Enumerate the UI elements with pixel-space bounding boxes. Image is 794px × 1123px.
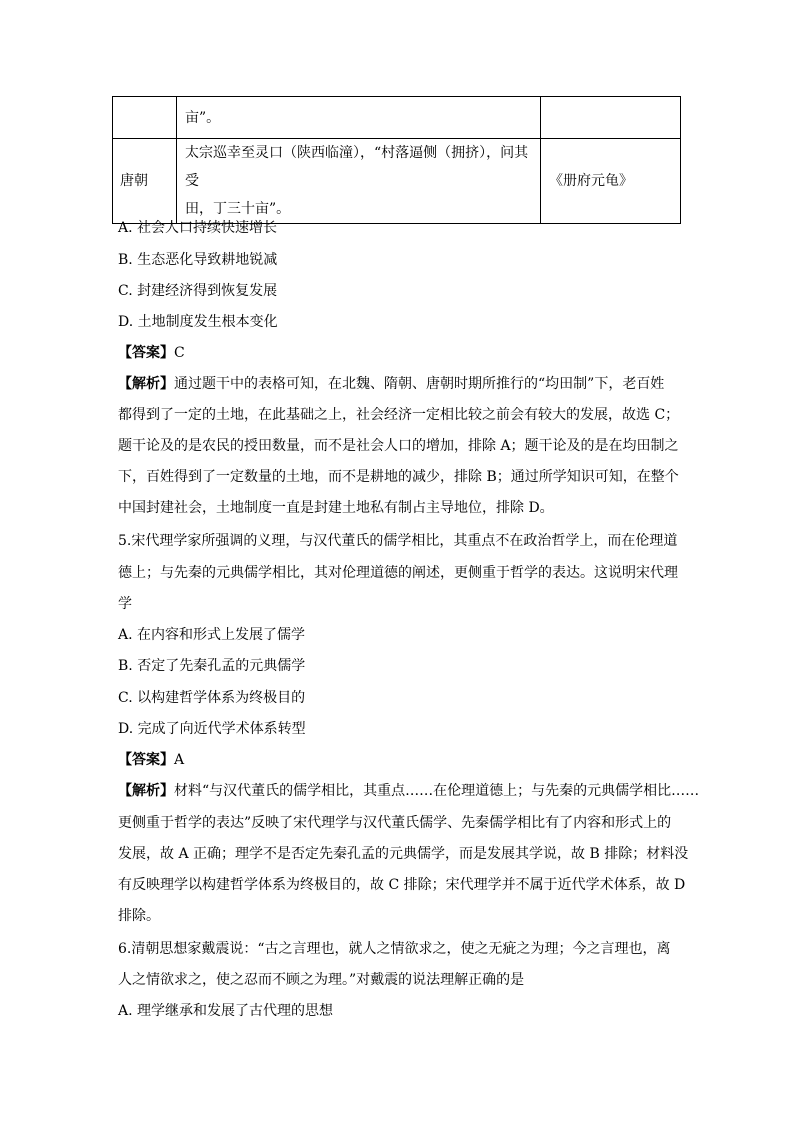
analysis-label: 【解析】: [118, 783, 174, 799]
q5-stem-line-3: 学: [118, 596, 132, 612]
q4-option-a: A. 社会人口持续快速增长: [118, 220, 278, 236]
table-row: [113, 139, 681, 224]
analysis-label: 【解析】: [118, 376, 174, 392]
q5-option-c: C. 以构建哲学体系为终极目的: [118, 690, 306, 706]
q4-analysis-line-4: 下，百姓得到了一定数量的土地，而不是耕地的减少，排除 B；通过所学知识可知，在整个: [118, 469, 679, 485]
q4-analysis-line-3: 题干论及的是农民的授田数量，而不是社会人口的增加，排除 A；题干论及的是在均田制之: [118, 438, 679, 454]
q5-option-a: A. 在内容和形式上发展了儒学: [118, 627, 306, 643]
answer-label: 【答案】: [118, 752, 174, 768]
content-line: 太宗巡幸至灵口（陕西临潼），“村落逼侧（拥挤），问其受: [185, 145, 529, 189]
analysis-text: 通过题干中的表格可知，在北魏、隋朝、唐朝时期所推行的“均田制”下，老百姓: [174, 376, 665, 392]
q4-analysis-line-2: 都得到了一定的土地，在此基础之上，社会经济一定相比较之前会有较大的发展，故选 C；: [118, 407, 680, 423]
source-cell: 《册府元龟》: [541, 139, 681, 224]
q5-analysis-line-3: 发展，故 A 正确；理学不是否定先秦孔孟的元典儒学，而是发展其学说，故 B 排除；材料没: [118, 846, 689, 862]
answer-value: A: [174, 752, 185, 768]
q4-answer: [118, 343, 718, 363]
q4-analysis-line-5: 中国封建社会，土地制度一直是封建土地私有制占主导地位，排除 D。: [118, 500, 554, 516]
q4-analysis-line-1: [118, 374, 718, 394]
q5-analysis-line-5: 排除。: [118, 908, 160, 924]
source-table: [112, 96, 681, 224]
q5-analysis-line-1: [118, 781, 718, 801]
analysis-text: 材料“与汉代董氏的儒学相比，其重点……在伦理道德上；与先秦的元典儒学相比……: [174, 783, 700, 799]
era-cell: [113, 97, 177, 139]
q5-stem-line-2: 德上；与先秦的元典儒学相比，其对伦理道德的阐述，更侧重于哲学的表达。这说明宋代理: [118, 565, 678, 581]
q6-stem-line-2: 人之情欲求之，使之忍而不顾之为理。”对戴震的说法理解正确的是: [118, 972, 525, 988]
q5-option-b: B. 否定了先秦孔孟的元典儒学: [118, 658, 306, 674]
era-cell: 唐朝: [113, 139, 177, 224]
source-cell: [541, 97, 681, 139]
q4-option-d: D. 土地制度发生根本变化: [118, 314, 278, 330]
table-row: [113, 97, 681, 139]
q6-option-a: A. 理学继承和发展了古代理的思想: [118, 1003, 334, 1019]
q6-stem-line-1: 6.清朝思想家戴震说：“古之言理也，就人之情欲求之，使之无疵之为理；今之言理也，离: [118, 941, 671, 957]
answer-value: C: [174, 345, 185, 361]
q4-option-b: B. 生态恶化导致耕地锐减: [118, 252, 278, 268]
content-cell: [177, 97, 541, 139]
q5-analysis-line-2: 更侧重于哲学的表达”反映了宋代理学与汉代董氏儒学、先秦儒学相比有了内容和形式上的: [118, 815, 672, 831]
content-cell: [177, 139, 541, 224]
q4-option-c: C. 封建经济得到恢复发展: [118, 283, 278, 299]
content-line: 田，丁三十亩”。: [185, 201, 291, 217]
answer-label: 【答案】: [118, 345, 174, 361]
content-line: 亩”。: [185, 109, 221, 126]
q5-answer: [118, 750, 718, 770]
q5-stem-line-1: 5.宋代理学家所强调的义理，与汉代董氏的儒学相比，其重点不在政治哲学上，而在伦理道: [118, 533, 678, 549]
q5-option-d: D. 完成了向近代学术体系转型: [118, 721, 306, 737]
q5-analysis-line-4: 有反映理学以构建哲学体系为终极目的，故 C 排除；宋代理学并不属于近代学术体系，故 D: [118, 877, 686, 893]
